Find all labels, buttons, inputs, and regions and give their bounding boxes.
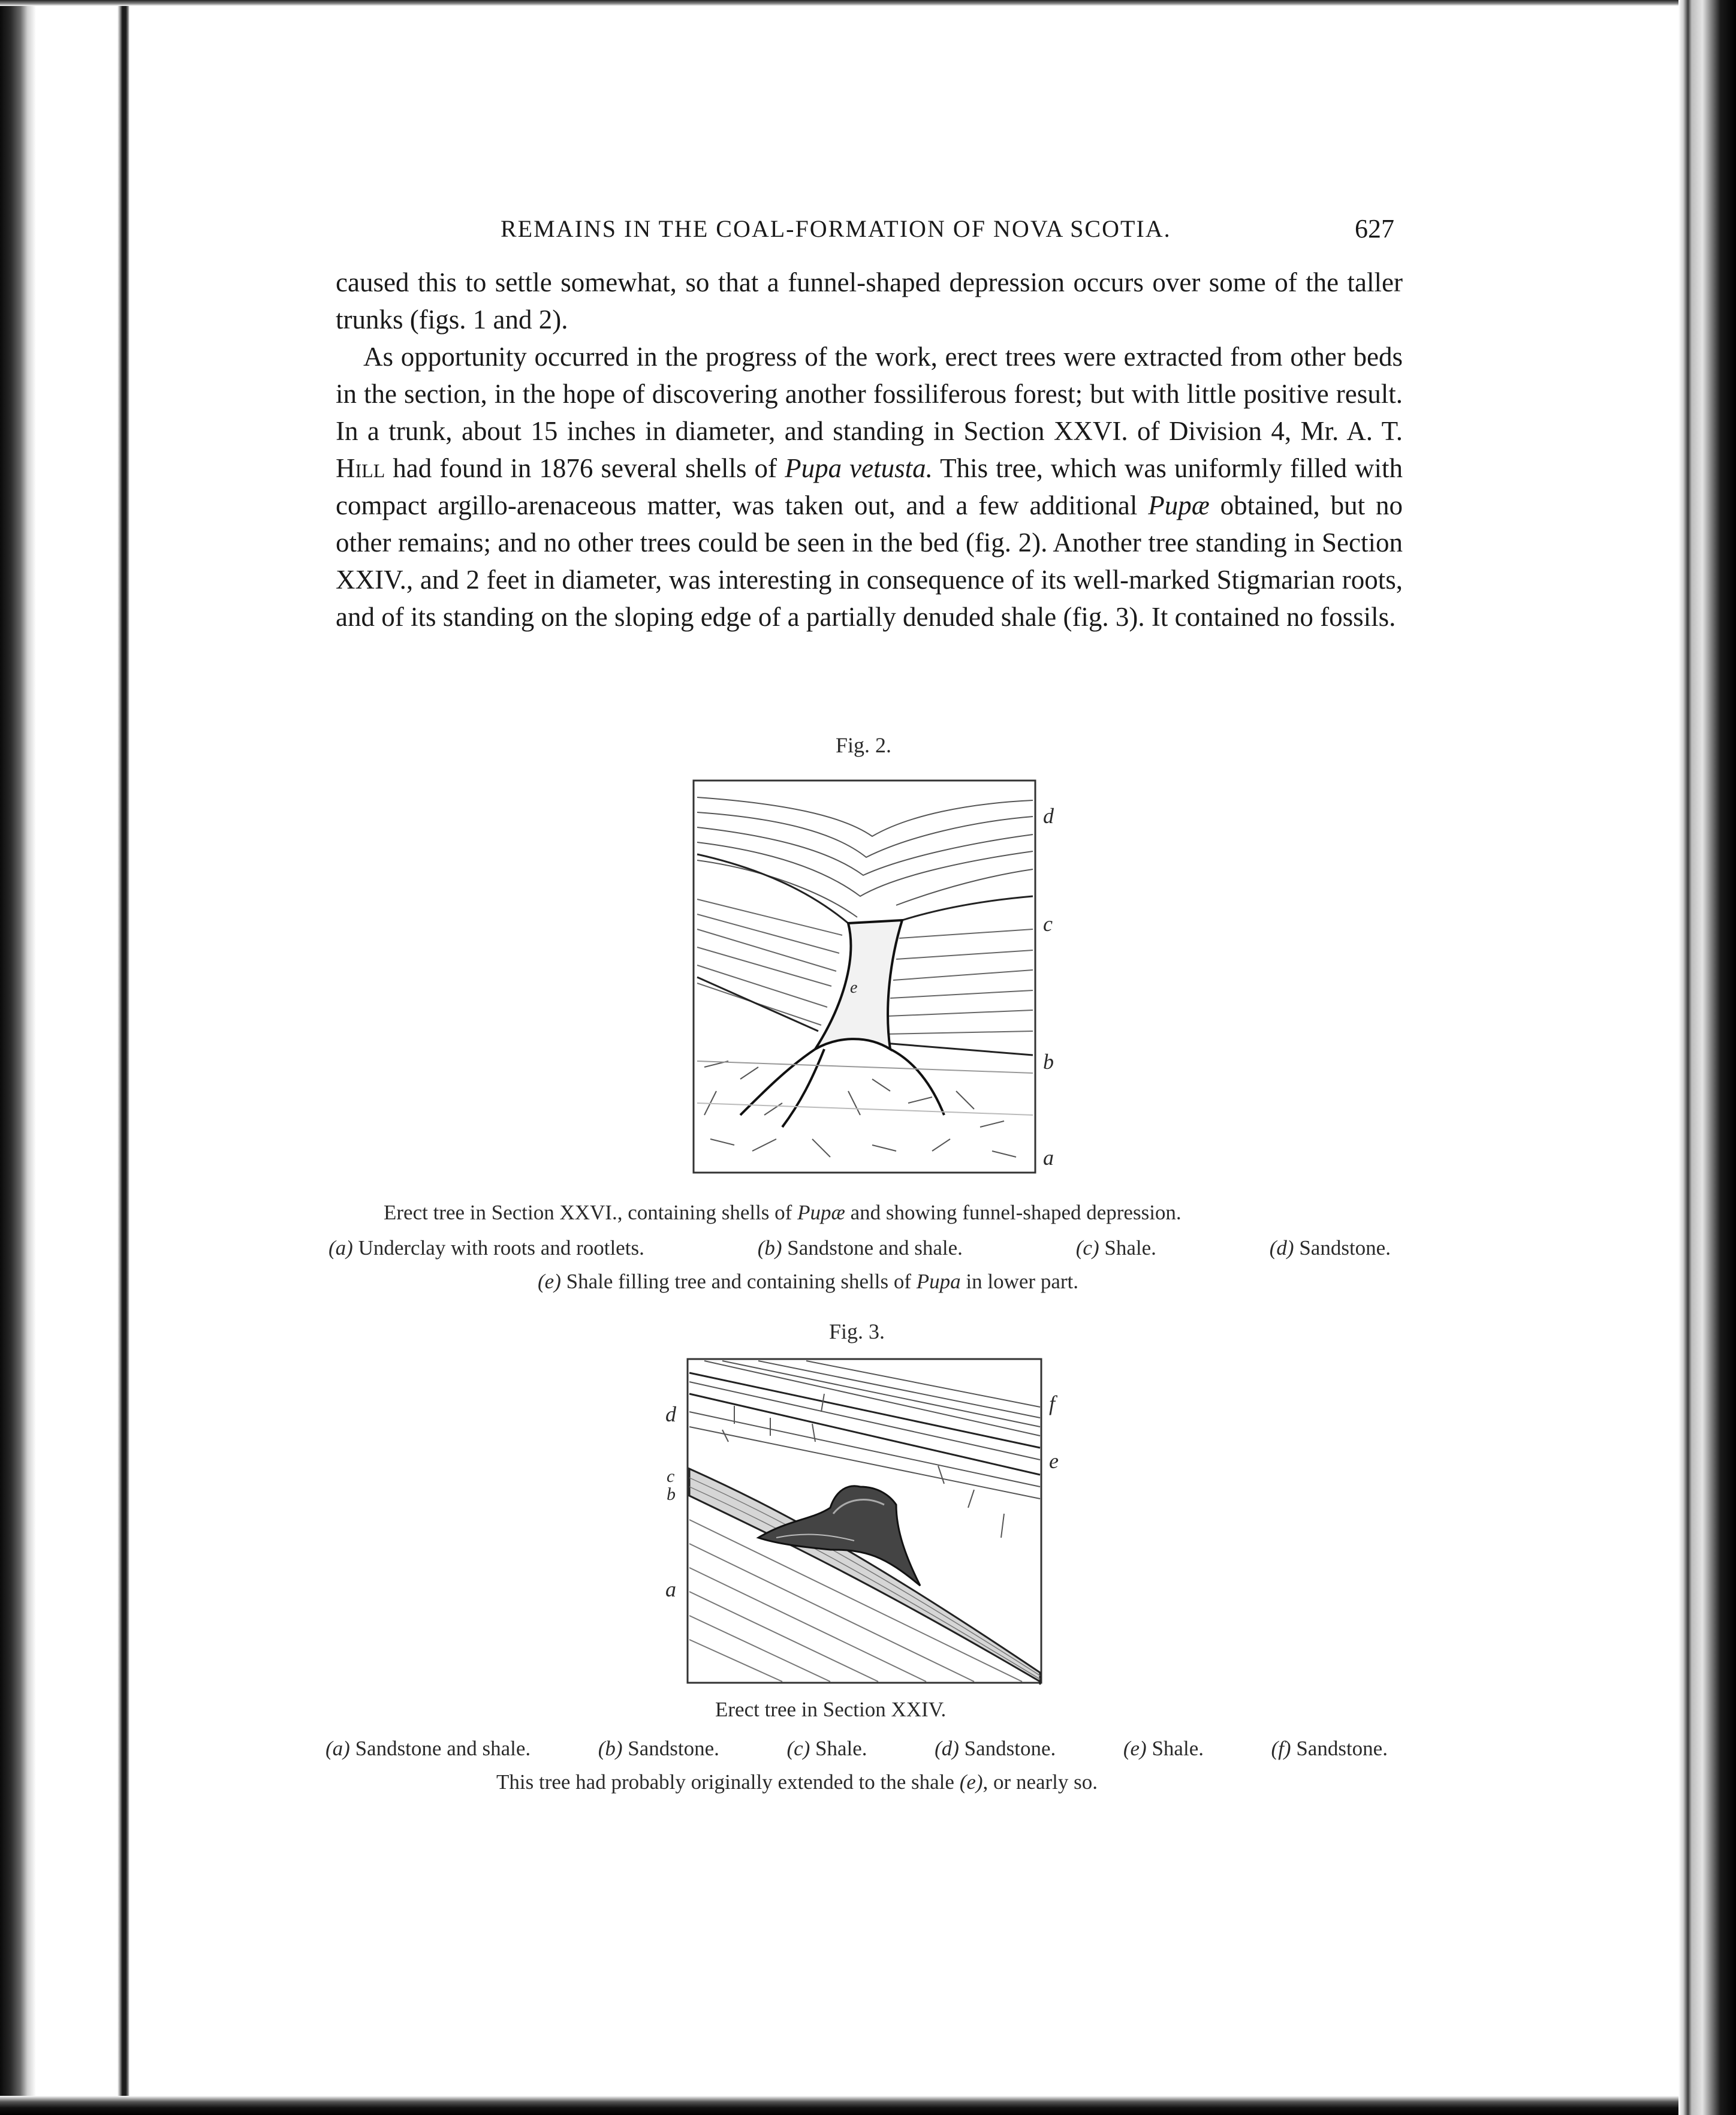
paragraph-1: caused this to settle somewhat, so that a funnel-shaped depression occurs over some of the taller trunks (figs. 1 and 2).: [336, 267, 1403, 335]
fig3-legend-d: (d) Sandstone.: [935, 1737, 1056, 1760]
author-name-hill: Hill: [336, 453, 385, 483]
fig3-letter-c: c: [667, 1466, 675, 1486]
fig2-letter-a: a: [1043, 1146, 1054, 1170]
scan-bottom-edge: [0, 2096, 1736, 2115]
fig3-legend-e: (e) Shale.: [1123, 1737, 1204, 1760]
species-name: Pupa vetusta.: [785, 453, 933, 483]
fig3-caption: Erect tree in Section XXIV.: [715, 1698, 947, 1721]
fig2-legend-d: (d) Sandstone.: [1269, 1236, 1391, 1260]
running-head: REMAINS IN THE COAL-FORMATION OF NOVA SCOTIA.: [501, 215, 1171, 242]
fig3-legend-c: (c) Shale.: [786, 1737, 867, 1760]
fig2-letter-b: b: [1043, 1050, 1054, 1074]
fig2-legend-b: (b) Sandstone and shale.: [757, 1236, 963, 1260]
fig3-letter-b: b: [667, 1484, 676, 1504]
fig3-letter-a: a: [665, 1577, 676, 1601]
body-text: [336, 264, 1403, 635]
fig3-legend-a: (a) Sandstone and shale.: [326, 1737, 531, 1760]
fig2-letter-e: e: [850, 978, 858, 997]
fig3-note: This tree had probably originally extended to the shale (e), or nearly so.: [496, 1770, 1098, 1794]
fig2-caption: Erect tree in Section XXVI., containing shells of Pupæ and showing funnel-shaped depression.: [384, 1201, 1182, 1224]
scan-right-edge: [1678, 0, 1736, 2115]
fig3-letter-f: f: [1049, 1391, 1056, 1415]
fig2-label: Fig. 2.: [836, 733, 892, 757]
page-number: 627: [1355, 214, 1394, 243]
fig2-legend: [328, 1236, 1391, 1260]
fig3-legend: [326, 1737, 1388, 1761]
fig3-legend-b: (b) Sandstone.: [598, 1737, 719, 1760]
fig3-letter-d: d: [665, 1402, 676, 1426]
paragraph-2: As opportunity occurred in the progress of the work, erect trees were extracted from other beds in the section, in the hope of discovering another fossiliferous forest; but with little positive result. In a trunk, about 15 inches in diameter, and standing in Section XXVI. of Division 4, Mr. A. T. Hill had found in 1876 several shells of Pupa vetusta. This tree, which was uniformly filled with compact argillo-arenaceous matter, was taken out, and a few additional Pupæ obtained, but no other remains; and no other trees could be seen in the bed (fig. 2). Another tree standing in Section XXIV., and 2 feet in diameter, was interesting in consequence of its well-marked Stigmarian roots, and of its standing on the sloping edge of a partially denuded shale (fig. 3). It contained no fossils.: [336, 342, 1403, 632]
scan-top-edge: [0, 0, 1736, 6]
fig2-legend-a: (a) Underclay with roots and rootlets.: [328, 1236, 644, 1260]
fig2-illustration: [692, 779, 1037, 1175]
fig3-legend-f: (f) Sandstone.: [1271, 1737, 1388, 1760]
fig2-note: (e) Shale filling tree and containing shells of Pupa in lower part.: [538, 1270, 1078, 1293]
fig2-legend-c: (c) Shale.: [1075, 1236, 1156, 1260]
scan-binding-edge: [0, 0, 36, 2115]
fig2-letter-c: c: [1043, 912, 1053, 936]
fig3-label: Fig. 3.: [829, 1319, 885, 1343]
fig2-letter-d: d: [1043, 804, 1054, 828]
scan-page-edge-line: [117, 0, 129, 2115]
species-name-plural: Pupæ: [1148, 490, 1210, 520]
fig3-letter-e: e: [1049, 1449, 1059, 1473]
fig3-illustration: [686, 1358, 1043, 1685]
